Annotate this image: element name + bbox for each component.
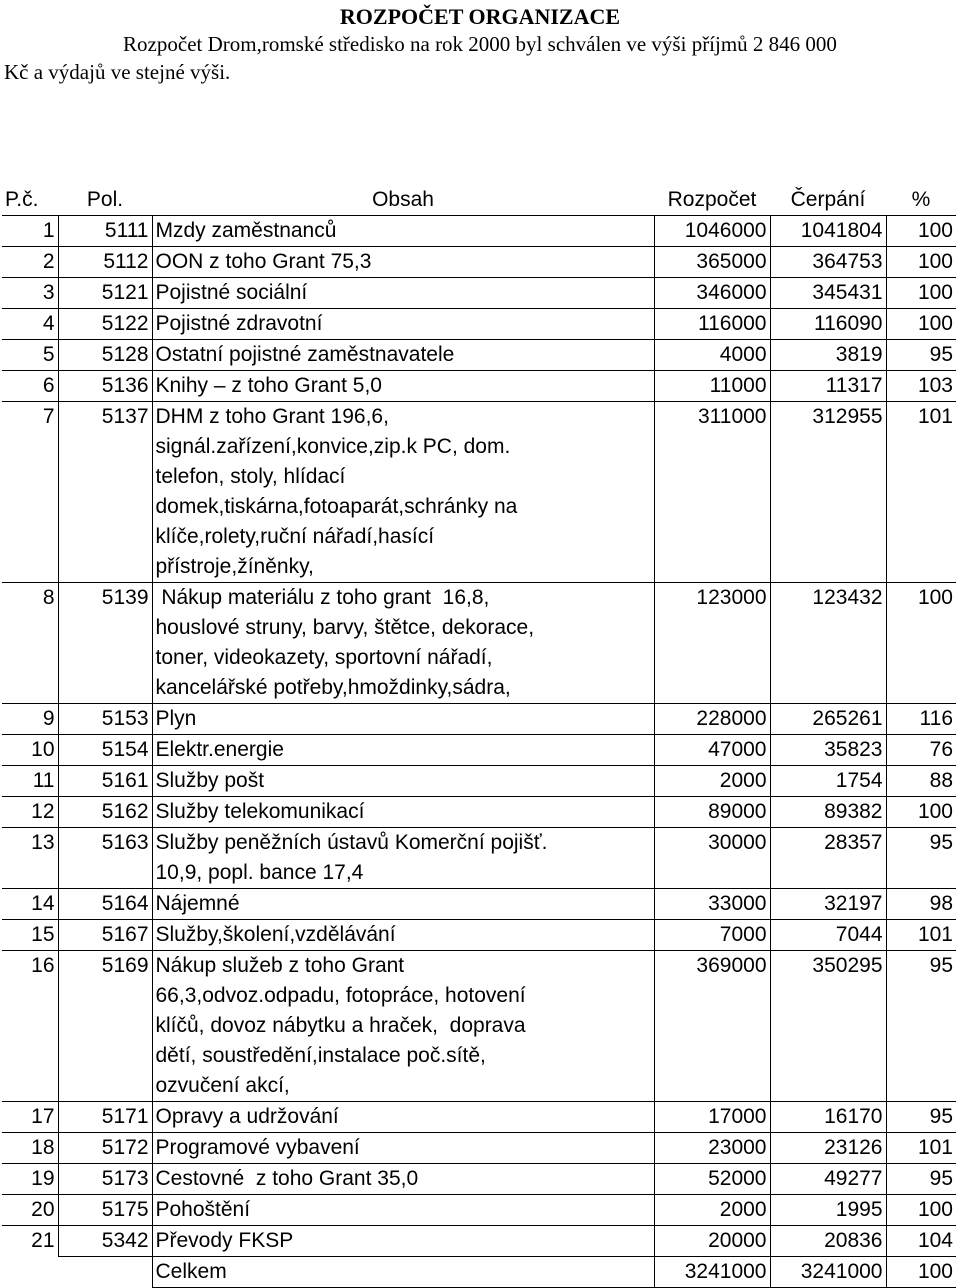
row-description <box>152 704 654 735</box>
row-item-code: 5172 <box>58 1133 152 1164</box>
table-row <box>2 1226 956 1257</box>
row-item-code: 5128 <box>58 340 152 371</box>
header-obsah: Obsah <box>372 188 434 211</box>
row-item-code: 5167 <box>58 920 152 951</box>
row-number: 5 <box>2 340 58 371</box>
row-item-code: 5154 <box>58 735 152 766</box>
row-budget: 116000 <box>654 309 770 340</box>
description-line: DHM z toho Grant 196,6, <box>155 405 389 428</box>
row-percent: 100 <box>886 216 956 247</box>
row-budget: 47000 <box>654 735 770 766</box>
description-line: 66,3,odvoz.odpadu, fotopráce, hotovení <box>155 984 526 1007</box>
row-spent: 350295 <box>770 951 886 1102</box>
description-line: Plyn <box>155 707 197 730</box>
row-number: 7 <box>2 402 58 583</box>
description-line: kancelářské potřeby,hmoždinky,sádra, <box>155 676 511 699</box>
row-spent: 35823 <box>770 735 886 766</box>
row-budget: 20000 <box>654 1226 770 1257</box>
row-percent: 88 <box>886 766 956 797</box>
row-number: 3 <box>2 278 58 309</box>
description-line: ozvučení akcí, <box>155 1074 290 1097</box>
row-item-code: 5111 <box>58 216 152 247</box>
row-number: 15 <box>2 920 58 951</box>
row-spent: 364753 <box>770 247 886 278</box>
total-percent: 100 <box>886 1257 956 1288</box>
intro-line-2: Kč a výdajů ve stejné výši. <box>4 60 231 84</box>
table-body <box>2 216 956 1288</box>
row-spent: 116090 <box>770 309 886 340</box>
total-row <box>2 1257 956 1288</box>
row-percent: 100 <box>886 583 956 704</box>
row-spent: 1754 <box>770 766 886 797</box>
row-number: 18 <box>2 1133 58 1164</box>
header-rozpocet: Rozpočet <box>667 188 757 211</box>
row-percent: 100 <box>886 278 956 309</box>
row-description <box>152 1226 654 1257</box>
header-pol: Pol. <box>86 188 124 211</box>
header-pct: % <box>911 188 931 211</box>
row-description <box>152 278 654 309</box>
row-description <box>152 216 654 247</box>
row-budget: 2000 <box>654 1195 770 1226</box>
table-row <box>2 309 956 340</box>
description-line: houslové struny, barvy, štětce, dekorace, <box>155 616 535 639</box>
row-description <box>152 951 654 1102</box>
total-empty-cell <box>2 1257 58 1288</box>
row-item-code: 5137 <box>58 402 152 583</box>
table-row <box>2 278 956 309</box>
row-number: 8 <box>2 583 58 704</box>
description-line: domek,tiskárna,fotoaparát,schránky na <box>155 495 518 518</box>
table-row <box>2 1102 956 1133</box>
row-percent: 100 <box>886 247 956 278</box>
row-item-code: 5169 <box>58 951 152 1102</box>
row-number: 1 <box>2 216 58 247</box>
row-spent: 49277 <box>770 1164 886 1195</box>
row-item-code: 5163 <box>58 828 152 889</box>
description-line: Opravy a udržování <box>155 1105 339 1128</box>
row-number: 6 <box>2 371 58 402</box>
table-row <box>2 247 956 278</box>
row-number: 12 <box>2 797 58 828</box>
description-line: Služby telekomunikací <box>155 800 365 823</box>
table-header-row <box>2 185 956 216</box>
row-item-code: 5175 <box>58 1195 152 1226</box>
row-budget: 23000 <box>654 1133 770 1164</box>
row-description <box>152 402 654 583</box>
row-number: 13 <box>2 828 58 889</box>
description-line: Pohoštění <box>155 1198 251 1221</box>
table-row <box>2 583 956 704</box>
description-line: Elektr.energie <box>155 738 284 761</box>
table-row <box>2 766 956 797</box>
row-description <box>152 889 654 920</box>
row-item-code: 5173 <box>58 1164 152 1195</box>
row-item-code: 5164 <box>58 889 152 920</box>
row-item-code: 5161 <box>58 766 152 797</box>
row-budget: 17000 <box>654 1102 770 1133</box>
row-spent: 3819 <box>770 340 886 371</box>
description-line: Programové vybavení <box>155 1136 360 1159</box>
row-percent: 100 <box>886 797 956 828</box>
budget-table <box>2 185 956 1288</box>
row-number: 10 <box>2 735 58 766</box>
description-line: Pojistné zdravotní <box>155 312 323 335</box>
row-description <box>152 1102 654 1133</box>
row-description <box>152 1164 654 1195</box>
row-spent: 1995 <box>770 1195 886 1226</box>
row-budget: 369000 <box>654 951 770 1102</box>
row-budget: 4000 <box>654 340 770 371</box>
row-percent: 98 <box>886 889 956 920</box>
row-percent: 95 <box>886 951 956 1102</box>
row-budget: 1046000 <box>654 216 770 247</box>
row-description <box>152 766 654 797</box>
row-item-code: 5121 <box>58 278 152 309</box>
row-spent: 23126 <box>770 1133 886 1164</box>
row-spent: 345431 <box>770 278 886 309</box>
document-title: ROZPOČET ORGANIZACE <box>339 4 621 29</box>
row-description <box>152 247 654 278</box>
row-item-code: 5153 <box>58 704 152 735</box>
row-percent: 95 <box>886 1102 956 1133</box>
header-pc: P.č. <box>5 188 39 211</box>
row-spent: 20836 <box>770 1226 886 1257</box>
row-budget: 89000 <box>654 797 770 828</box>
table-row <box>2 920 956 951</box>
row-percent: 104 <box>886 1226 956 1257</box>
total-spent: 3241000 <box>770 1257 886 1288</box>
row-number: 20 <box>2 1195 58 1226</box>
row-budget: 33000 <box>654 889 770 920</box>
row-percent: 103 <box>886 371 956 402</box>
row-budget: 30000 <box>654 828 770 889</box>
row-percent: 101 <box>886 402 956 583</box>
description-line: Ostatní pojistné zaměstnavatele <box>155 343 455 366</box>
row-budget: 2000 <box>654 766 770 797</box>
description-line: Převody FKSP <box>155 1229 294 1252</box>
description-line: OON z toho Grant 75,3 <box>155 250 372 273</box>
row-description <box>152 309 654 340</box>
description-line: Knihy – z toho Grant 5,0 <box>155 374 382 397</box>
description-line: Mzdy zaměstnanců <box>155 219 337 242</box>
table-row <box>2 704 956 735</box>
row-item-code: 5139 <box>58 583 152 704</box>
description-line: Pojistné sociální <box>155 281 308 304</box>
table-row <box>2 951 956 1102</box>
row-item-code: 5122 <box>58 309 152 340</box>
table-row <box>2 402 956 583</box>
table-row <box>2 340 956 371</box>
table-row <box>2 828 956 889</box>
description-line: Nákup služeb z toho Grant <box>155 954 405 977</box>
description-line: Nájemné <box>155 892 240 915</box>
row-description <box>152 340 654 371</box>
row-number: 19 <box>2 1164 58 1195</box>
row-description <box>152 371 654 402</box>
row-description <box>152 920 654 951</box>
description-line: Služby,školení,vzdělávání <box>155 923 396 946</box>
description-line: signál.zařízení,konvice,zip.k PC, dom. <box>155 435 511 458</box>
description-line: toner, videokazety, sportovní nářadí, <box>155 646 493 669</box>
total-label: Celkem <box>152 1257 654 1288</box>
row-spent: 312955 <box>770 402 886 583</box>
header-cerpani: Čerpání <box>790 188 866 211</box>
row-description <box>152 735 654 766</box>
intro-paragraph <box>0 30 960 86</box>
description-line: Služby peněžních ústavů Komerční pojišť. <box>155 831 548 854</box>
description-line: klíčů, dovoz nábytku a hraček, doprava <box>155 1014 526 1037</box>
row-spent: 11317 <box>770 371 886 402</box>
row-number: 14 <box>2 889 58 920</box>
row-description <box>152 1195 654 1226</box>
description-line: Služby pošt <box>155 769 265 792</box>
description-line: Nákup materiálu z toho grant 16,8, <box>155 586 490 609</box>
row-spent: 123432 <box>770 583 886 704</box>
row-percent: 116 <box>886 704 956 735</box>
row-spent: 28357 <box>770 828 886 889</box>
row-percent: 101 <box>886 920 956 951</box>
row-description <box>152 1133 654 1164</box>
row-item-code: 5342 <box>58 1226 152 1257</box>
row-number: 16 <box>2 951 58 1102</box>
row-item-code: 5171 <box>58 1102 152 1133</box>
table-row <box>2 889 956 920</box>
row-spent: 265261 <box>770 704 886 735</box>
row-item-code: 5162 <box>58 797 152 828</box>
row-description <box>152 828 654 889</box>
table-row <box>2 1195 956 1226</box>
row-percent: 76 <box>886 735 956 766</box>
row-budget: 7000 <box>654 920 770 951</box>
row-percent: 95 <box>886 1164 956 1195</box>
row-spent: 7044 <box>770 920 886 951</box>
row-budget: 11000 <box>654 371 770 402</box>
table-row <box>2 797 956 828</box>
description-line: přístroje,žíněnky, <box>155 555 314 578</box>
row-number: 2 <box>2 247 58 278</box>
description-line: telefon, stoly, hlídací <box>155 465 346 488</box>
row-item-code: 5112 <box>58 247 152 278</box>
row-number: 9 <box>2 704 58 735</box>
table-row <box>2 371 956 402</box>
row-percent: 95 <box>886 340 956 371</box>
row-item-code: 5136 <box>58 371 152 402</box>
row-budget: 52000 <box>654 1164 770 1195</box>
row-number: 11 <box>2 766 58 797</box>
row-budget: 311000 <box>654 402 770 583</box>
row-spent: 1041804 <box>770 216 886 247</box>
document-heading <box>0 4 960 86</box>
description-line: 10,9, popl. bance 17,4 <box>155 861 364 884</box>
table-row <box>2 1133 956 1164</box>
row-percent: 101 <box>886 1133 956 1164</box>
row-budget: 346000 <box>654 278 770 309</box>
row-percent: 100 <box>886 309 956 340</box>
total-empty-cell <box>58 1257 152 1288</box>
total-budget: 3241000 <box>654 1257 770 1288</box>
row-budget: 228000 <box>654 704 770 735</box>
table-row <box>2 735 956 766</box>
intro-line-1: Rozpočet Drom,romské středisko na rok 2000 byl schválen ve výši příjmů 2 846 000 <box>123 32 837 56</box>
row-budget: 123000 <box>654 583 770 704</box>
row-budget: 365000 <box>654 247 770 278</box>
row-spent: 89382 <box>770 797 886 828</box>
row-percent: 100 <box>886 1195 956 1226</box>
row-percent: 95 <box>886 828 956 889</box>
row-number: 4 <box>2 309 58 340</box>
table-row <box>2 1164 956 1195</box>
row-number: 21 <box>2 1226 58 1257</box>
row-description <box>152 797 654 828</box>
description-line: klíče,rolety,ruční nářadí,hasící <box>155 525 435 548</box>
row-number: 17 <box>2 1102 58 1133</box>
description-line: Cestovné z toho Grant 35,0 <box>155 1167 419 1190</box>
row-description <box>152 583 654 704</box>
table-row <box>2 216 956 247</box>
description-line: dětí, soustředění,instalace poč.sítě, <box>155 1044 486 1067</box>
row-spent: 32197 <box>770 889 886 920</box>
row-spent: 16170 <box>770 1102 886 1133</box>
